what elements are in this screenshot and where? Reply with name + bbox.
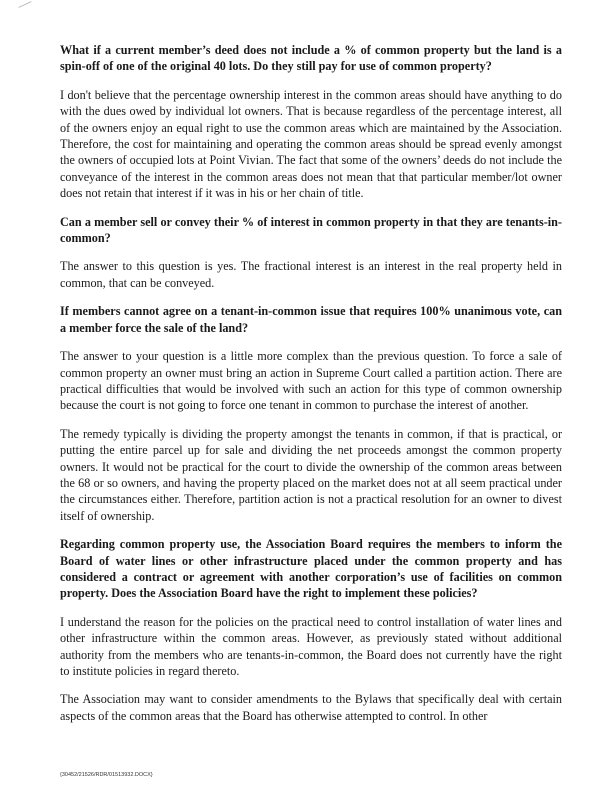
document-body <box>60 42 562 724</box>
answer-4-paragraph-2: The Association may want to consider amendments to the Bylaws that specifically deal with certain aspects of the common areas that the Board has otherwise attempted to control. In other <box>60 692 562 723</box>
question-1: What if a current member’s deed does not include a % of common property but the land is a spin-off of one of the original 40 lots. Do they still pay for use of common property? <box>60 43 562 74</box>
answer-2-paragraph-1: The answer to this question is yes. The fractional interest is an interest in the real property held in common, that can be conveyed. <box>60 259 562 290</box>
scan-mark <box>18 1 31 8</box>
question-2: Can a member sell or convey their % of interest in common property in that they are tenants-in-common? <box>60 214 562 246</box>
answer-3-paragraph-1: The answer to your question is a little more complex than the previous question. To force a sale of common property an owner must bring an action in Supreme Court called a partition action. There are practical difficulties that would be involved with such an action for this type of common ownership because the court is not going to force one tenant in common to purchase the interest of another. <box>60 349 562 413</box>
answer-4-paragraph-1: I understand the reason for the policies on the practical need to control installation of water lines and other infrastructure within the common areas. However, as previously stated without additional authority from the members who are tenants-in-common, the Board does not currently have the right to institute policies in regard thereto. <box>60 614 562 678</box>
question-4: Regarding common property use, the Association Board requires the members to inform the Board of water lines or other infrastructure placed under the common property and has considered a contract or agreement with another corporation’s use of facilities on common property. Does the Association Board have the right to implement these policies? <box>60 537 562 601</box>
question-3: If members cannot agree on a tenant-in-common issue that requires 100% unanimous vote, can a member force the sale of the land? <box>60 304 562 335</box>
answer-3-paragraph-2: The remedy typically is dividing the property amongst the tenants in common, if that is practical, or putting the entire parcel up for sale and dividing the net proceeds amongst the common property owners. It would not be practical for the court to divide the ownership of the common areas between the 68 or so owners, and having the property placed on the market does not at all seem practical under the circumstances either. Therefore, partition action is not a practical resolution for an owner to divest itself of ownership. <box>60 426 562 523</box>
answer-1-paragraph-1: I don't believe that the percentage ownership interest in the common areas should have anything to do with the dues owed by individual lot owners. That is because regardless of the percentage interest, all of the owners enjoy an equal right to use the common areas which are maintained by the Association. Therefore, the cost for maintaining and operating the common areas should be spread evenly amongst the owners of occupied lots at Point Vivian. The fact that some of the owners’ deeds do not include the conveyance of the interest in the common areas does not mean that that particular member/lot owner does not retain that interest if it was in his or her chain of title. <box>60 87 562 201</box>
document-footer-id: {30452/21526/RDR/01513932.DOCX} <box>60 772 153 778</box>
